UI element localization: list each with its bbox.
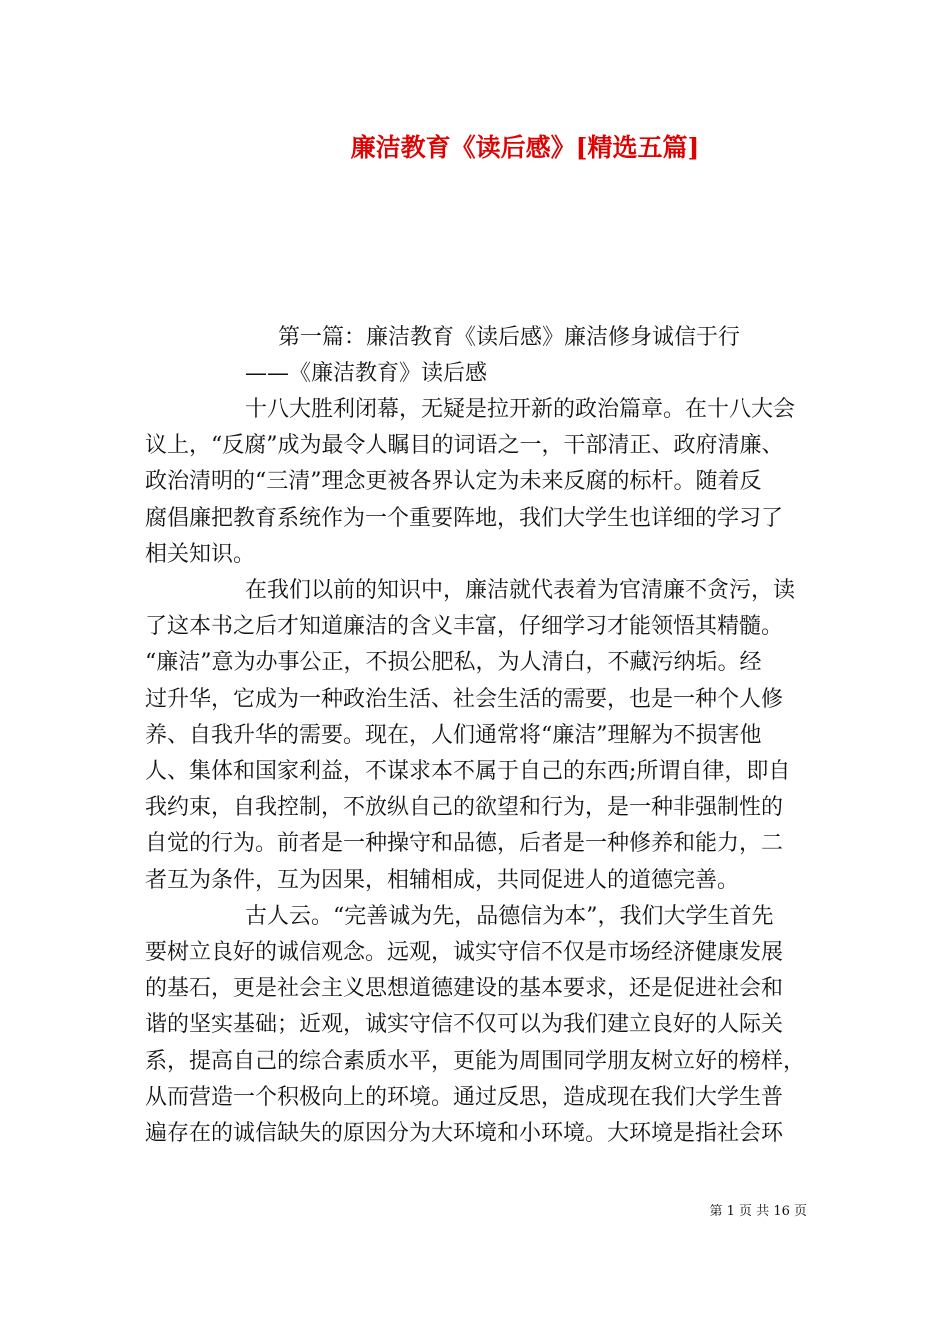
paragraph-line: 人、集体和国家利益，不谋求本不属于自己的东西;所谓自律，即自	[145, 759, 791, 785]
paragraph-line: 谐的坚实基础；近观，诚实守信不仅可以为我们建立良好的人际关	[145, 1012, 784, 1038]
paragraph-line: 我约束，自我控制，不放纵自己的欲望和行为，是一种非强制性的	[145, 795, 784, 821]
paragraph-1	[145, 392, 815, 573]
section-heading: 第一篇：廉洁教育《读后感》廉洁修身诚信于行	[278, 325, 741, 350]
document-title: 廉洁教育《读后感》[精选五篇]	[350, 133, 700, 162]
paragraph-line: 腐倡廉把教育系统作为一个重要阵地，我们大学生也详细的学习了	[145, 505, 784, 531]
paragraph-line: 相关知识。	[145, 541, 256, 567]
paragraph-line: 遍存在的诚信缺失的原因分为大环境和小环境。大环境是指社会环	[145, 1121, 784, 1147]
paragraph-line: 议上，“反腐”成为最令人瞩目的词语之一，干部清正、政府清廉、	[145, 433, 784, 459]
paragraph-line: 从而营造一个积极向上的环境。通过反思，造成现在我们大学生普	[145, 1084, 784, 1110]
paragraph-line: 了这本书之后才知道廉洁的含义丰富，仔细学习才能领悟其精髓。	[145, 614, 784, 640]
paragraph-3	[145, 899, 815, 1152]
paragraph-line: 在我们以前的知识中，廉洁就代表着为官清廉不贪污，读	[245, 578, 796, 604]
paragraph-line: 自觉的行为。前者是一种操守和品德，后者是一种修养和能力，二	[145, 831, 784, 857]
section-subheading: ——《廉洁教育》读后感	[245, 361, 488, 386]
document-body	[145, 320, 815, 1152]
paragraph-line: 过升华，它成为一种政治生活、社会生活的需要，也是一种个人修	[145, 686, 784, 712]
paragraph-line: 政治清明的“三清”理念更被各界认定为未来反腐的标杆。随着反	[145, 469, 762, 495]
page-footer: 第 1 页 共 16 页	[709, 1204, 807, 1219]
paragraph-line: 古人云。“完善诚为先，品德信为本”，我们大学生首先	[245, 903, 774, 929]
paragraph-line: 要树立良好的诚信观念。远观，诚实守信不仅是市场经济健康发展	[145, 940, 784, 966]
paragraph-line: “廉洁”意为办事公正，不损公肥私，为人清白，不藏污纳垢。经	[145, 650, 762, 676]
paragraph-line: 养、自我升华的需要。现在，人们通常将“廉洁”理解为不损害他	[145, 722, 762, 748]
paragraph-line: 的基石，更是社会主义思想道德建设的基本要求，还是促进社会和	[145, 976, 784, 1002]
paragraph-line: 系，提高自己的综合素质水平，更能为周围同学朋友树立好的榜样，	[145, 1048, 806, 1074]
paragraph-line: 者互为条件，互为因果，相辅相成，共同促进人的道德完善。	[145, 867, 740, 893]
paragraph-line: 十八大胜利闭幕，无疑是拉开新的政治篇章。在十八大会	[245, 397, 796, 422]
paragraph-2	[145, 573, 815, 899]
